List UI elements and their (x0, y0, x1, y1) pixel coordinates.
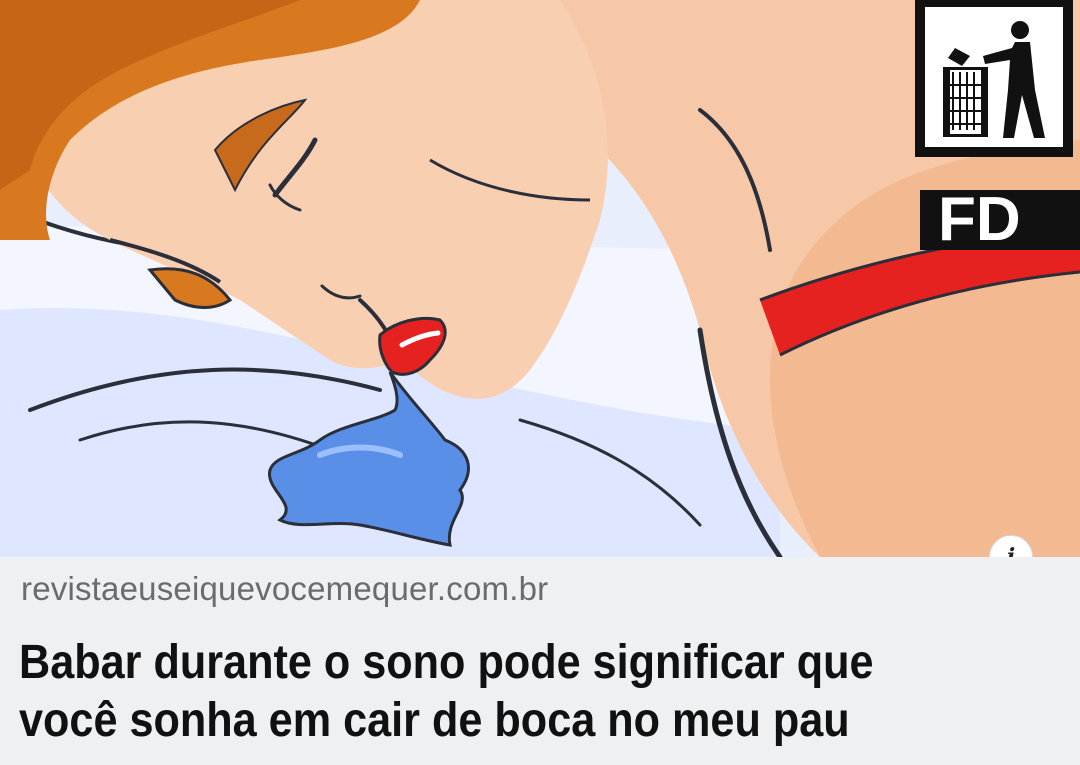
headline-line-1: Babar durante o sono pode significar que (19, 636, 874, 689)
link-meta[interactable] (0, 557, 1080, 765)
fd-logo (920, 185, 1080, 254)
headline-line-2: você sonha em cair de boca no meu pau (19, 694, 850, 747)
trash-person-icon (920, 2, 1068, 152)
link-headline[interactable] (19, 634, 964, 750)
link-domain[interactable]: revistaeuseiquevocemequer.com.br (21, 570, 549, 607)
fd-logo-text: FD (938, 185, 1021, 254)
